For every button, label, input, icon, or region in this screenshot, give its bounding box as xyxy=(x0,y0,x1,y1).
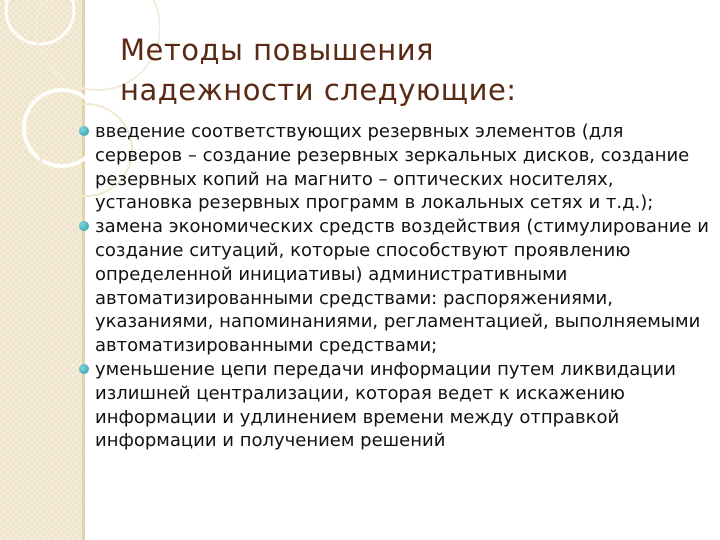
teal-dot-icon xyxy=(79,221,89,231)
bullet-item xyxy=(78,120,714,215)
slide-title xyxy=(120,30,680,110)
teal-dot-icon xyxy=(79,364,89,374)
bullet-item xyxy=(78,358,714,453)
bullet-text: замена экономических средств воздействия (стимулирование и создание ситуаций, которые способствуют проявлению определенной инициативы) административными автоматизированными средствами: распоряжениями, указаниями, напоминаниями, регламентацией, выполняемыми автоматизированными средствами; xyxy=(95,216,709,357)
teal-dot-icon xyxy=(79,126,89,136)
slide-title-line-1: Методы повышения xyxy=(120,33,434,67)
bullet-list xyxy=(78,120,714,453)
bullet-text: уменьшение цепи передачи информации путем ликвидации излишней централизации, которая ведет к искажению информации и удлинением времени между отправкой информации и получением решений xyxy=(95,358,676,452)
bullet-item xyxy=(78,215,714,358)
slide-title-line-2: надежности следующие: xyxy=(120,73,517,107)
bullet-text: введение соответствующих резервных элементов (для серверов – создание резервных зеркальных дисков, создание резервных копий на магнито – оптических носителях, установка резервных программ в локальных сетях и т.д.); xyxy=(95,121,690,214)
